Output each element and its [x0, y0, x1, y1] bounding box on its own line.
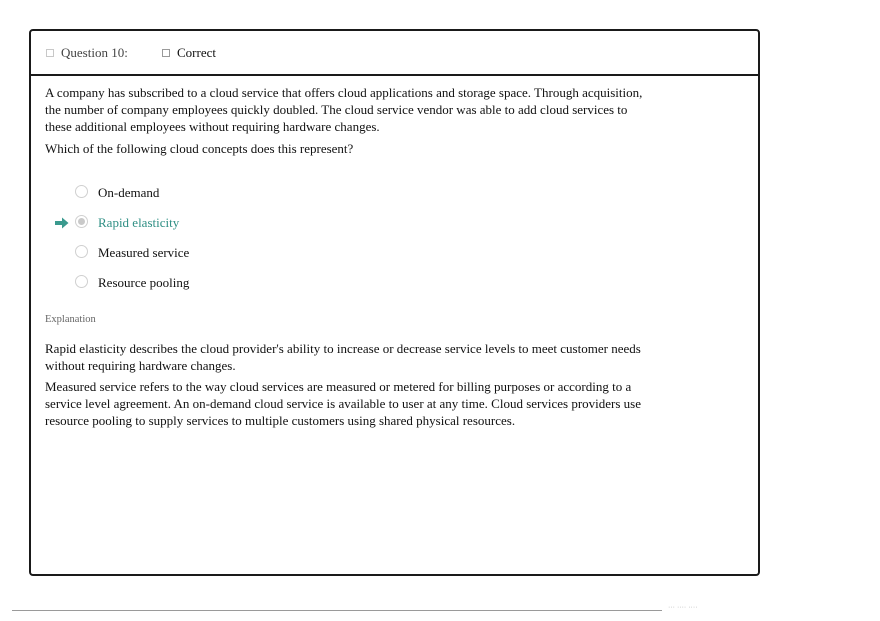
answer-option-label: Rapid elasticity [98, 215, 180, 230]
explanation-paragraph: Measured service refers to the way cloud services are measured or metered for billing purposes or according to a service level agreement. An on-demand cloud service is available to user at any time. Cloud services providers use resource pooling to supply services to multiple customers using shared physical resources. [45, 379, 641, 428]
footer-marks: ··· ···· ···· [668, 604, 698, 611]
answer-option-label: Resource pooling [98, 275, 190, 290]
answer-option-label: On-demand [98, 185, 160, 200]
explanation-paragraph: Rapid elasticity describes the cloud provider's ability to increase or decrease service levels to meet customer needs without requiring hardware changes. [45, 341, 641, 373]
question-card [29, 29, 760, 576]
question-number-label: Question 10: [61, 45, 128, 60]
radio-icon[interactable] [75, 245, 88, 258]
page-divider [12, 610, 662, 611]
radio-icon[interactable] [75, 275, 88, 288]
result-status [162, 45, 216, 61]
question-header [31, 31, 758, 76]
status-icon [162, 49, 170, 57]
arrow-right-icon [55, 217, 69, 229]
question-text: A company has subscribed to a cloud service that offers cloud applications and storage space. Through acquisition, the number of company employees quickly doubled. The cloud service vendor was able to add cloud services to these additional employees without requiring hardware changes. [45, 85, 643, 134]
question-prompt: Which of the following cloud concepts does this represent? [45, 141, 354, 156]
radio-icon[interactable] [75, 215, 88, 228]
question-number [46, 45, 128, 61]
radio-icon[interactable] [75, 185, 88, 198]
explanation-heading: Explanation [45, 314, 96, 325]
result-status-label: Correct [177, 45, 216, 60]
question-flag-icon[interactable] [46, 49, 54, 57]
answer-option-label: Measured service [98, 245, 190, 260]
